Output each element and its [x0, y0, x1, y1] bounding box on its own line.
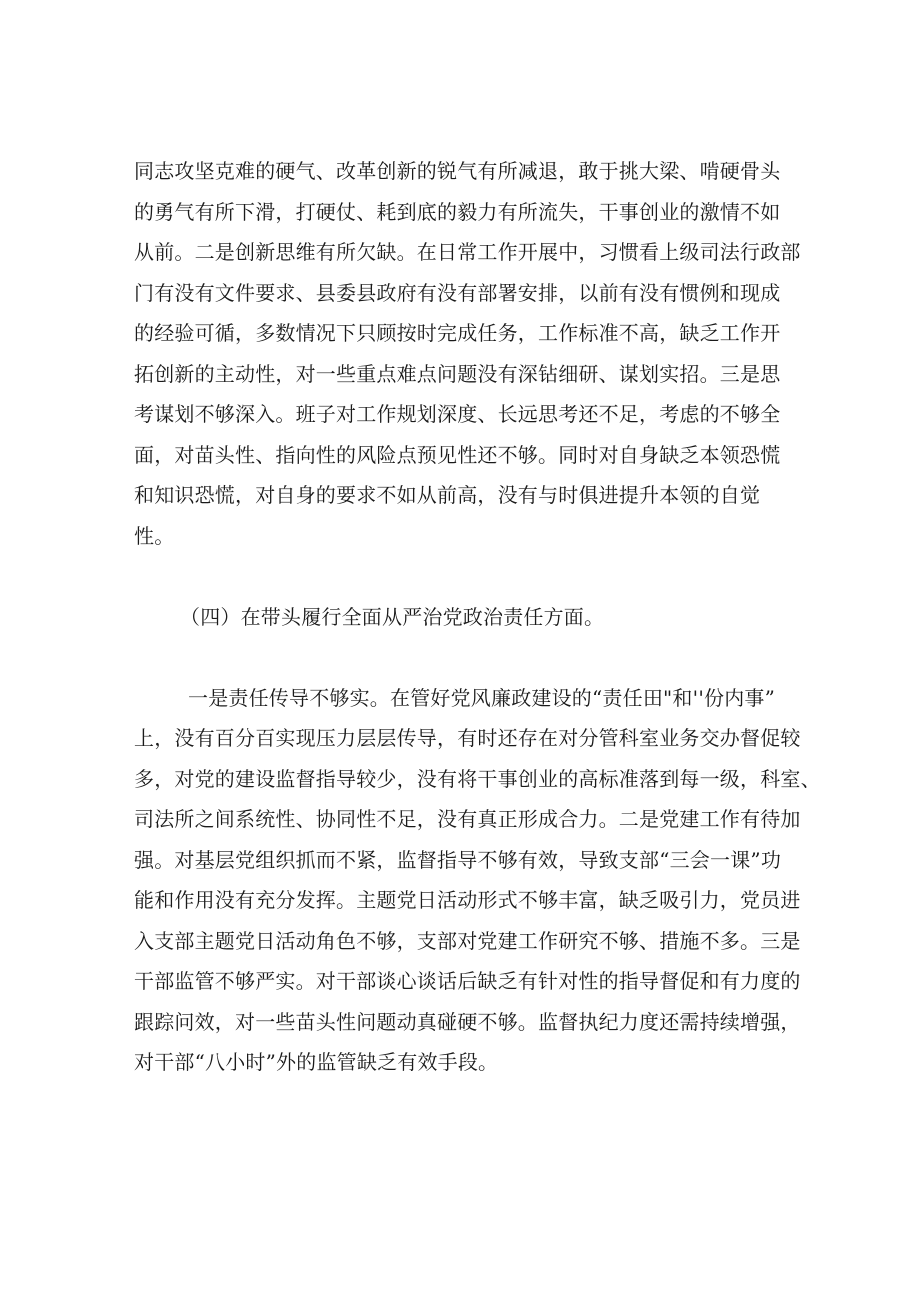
text-line: 从前。二是创新思维有所欠缺。在日常工作开展中，习惯看上级司法行政部	[134, 240, 801, 264]
text-line: 司法所之间系统性、协同性不足，没有真正形成合力。二是党建工作有待加	[134, 807, 801, 831]
text-line: 考谋划不够深入。班子对工作规划深度、长远思考还不足，考虑的不够全	[134, 402, 781, 426]
text-line: 入支部主题党日活动角色不够，支部对党建工作研究不够、措施不多。三是	[134, 929, 801, 953]
text-line: 对干部“八小时”外的监管缺乏有效手段。	[134, 1050, 499, 1074]
text-line: 的勇气有所下滑，打硬仗、耗到底的毅力有所流失，干事创业的激情不如	[134, 200, 781, 224]
text-line: 强。对基层党组织抓而不紧，监督指导不够有效，导致支部“三会一课”功	[134, 848, 782, 872]
text-line: 一是责任传导不够实。在管好党风廉政建设的“责任田"和''份内事”	[188, 686, 776, 710]
text-line: 的经验可循，多数情况下只顾按时完成任务，工作标准不高，缺乏工作开	[134, 321, 781, 345]
text-line: 跟踪问效，对一些苗头性问题动真碰硬不够。监督执纪力度还需持续增强，	[134, 1010, 801, 1034]
text-line: 门有没有文件要求、县委县政府有没有部署安排，以前有没有惯例和现成	[134, 281, 781, 305]
text-line: 拓创新的主动性，对一些重点难点问题没有深钻细研、谋划实招。三是思	[134, 362, 781, 386]
text-line: 性。	[134, 524, 175, 548]
text-line: 能和作用没有充分发挥。主题党日活动形式不够丰富，缺乏吸引力，党员进	[134, 888, 801, 912]
text-line: 上，没有百分百实现压力层层传导，有时还存在对分管科室业务交办督促较	[134, 726, 801, 750]
text-line: 面，对苗头性、指向性的风险点预见性还不够。同时对自身缺乏本领恐慌	[134, 443, 781, 467]
text-line: 同志攻坚克难的硬气、改革创新的锐气有所减退，敢于挑大梁、啃硬骨头	[134, 159, 781, 183]
text-line: 干部监管不够严实。对干部谈心谈话后缺乏有针对性的指导督促和有力度的	[134, 969, 801, 993]
section-heading: （四）在带头履行全面从严治党政治责任方面。	[180, 605, 605, 629]
text-line: 多，对党的建设监督指导较少，没有将干事创业的高标准落到每一级，科室、	[134, 767, 821, 791]
text-line: 和知识恐慌，对自身的要求不如从前高，没有与时俱进提升本领的自觉	[134, 483, 761, 507]
